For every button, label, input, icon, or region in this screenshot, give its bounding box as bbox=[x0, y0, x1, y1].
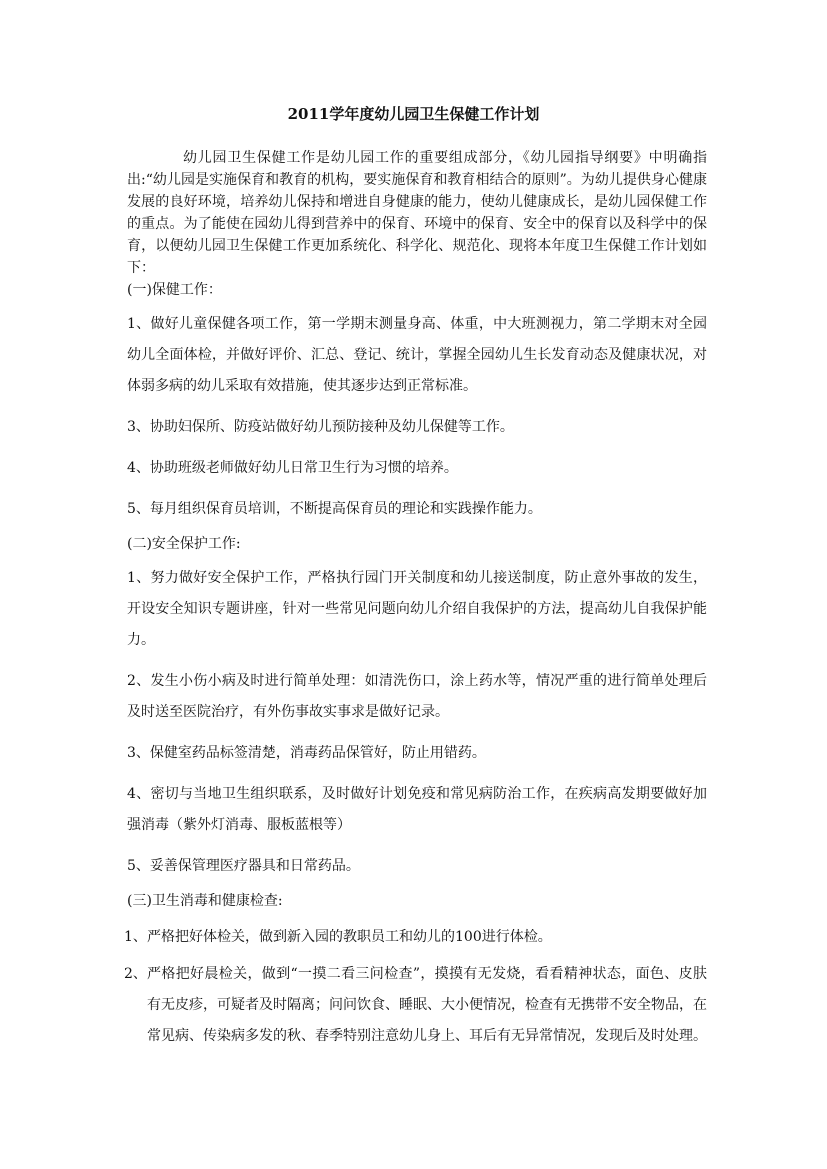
list-item-number: 2、 bbox=[124, 966, 147, 982]
section-hygiene-disinfection bbox=[124, 890, 707, 1052]
section-heading: (二)安全保护工作: bbox=[127, 536, 241, 552]
section-paragraph: 5、每月组织保育员培训，不断提高保育员的理论和实践操作能力。 bbox=[127, 501, 542, 517]
list-item bbox=[124, 922, 707, 953]
list-item-text: 严格把好体检关，做到新入园的教职员工和幼儿的100进行体检。 bbox=[147, 929, 552, 945]
section-paragraph: 1、努力做好安全保护工作，严格执行园门开关制度和幼儿接送制度，防止意外事故的发生，开设安全知识专题讲座，针对一些常见问题向幼儿介绍自我保护的方法，提高幼儿自我保护能力。 bbox=[127, 570, 707, 648]
list-item-text: 严格把好晨检关，做到“一摸二看三问检查”，摸摸有无发烧，看看精神状态，面色、皮肤有无皮疹，可疑者及时隔离；问问饮食、睡眠、大小便情况，检查有无携带不安全物品，在常见病、传染病多发的秋、春季特别注意幼儿身上、耳后有无异常情况，发现后及时处理。 bbox=[147, 966, 707, 1044]
section-paragraph: 3、协助妇保所、防疫站做好幼儿预防接种及幼儿保健等工作。 bbox=[127, 419, 514, 435]
numbered-list bbox=[124, 922, 707, 1052]
document-body bbox=[124, 147, 707, 1058]
section-heading: (三)卫生消毒和健康检查: bbox=[127, 893, 283, 909]
list-item bbox=[124, 959, 707, 1052]
section-health-care bbox=[127, 279, 707, 525]
section-paragraph: 5、妥善保管理医疗器具和日常药品。 bbox=[127, 858, 360, 874]
intro-paragraph: 幼儿园卫生保健工作是幼儿园工作的重要组成部分，《幼儿园指导纲要》中明确指出:“幼儿园是实施保育和教育的机构，要实施保育和教育相结合的原则”。为幼儿提供身心健康发展的良好环境，培养幼儿保持和增进自身健康的能力，使幼儿健康成长，是幼儿园保健工作的重点。为了能使在园幼儿得到营养中的保育、环境中的保育、安全中的保育以及科学中的保育，以便幼儿园卫生保健工作更加系统化、科学化、规范化、现将本年度卫生保健工作计划如下： bbox=[127, 150, 707, 276]
section-paragraph: 2、发生小伤小病及时进行简单处理：如清洗伤口，涂上药水等，情况严重的进行简单处理后及时送至医院治疗，有外伤事故实事求是做好记录。 bbox=[127, 673, 707, 720]
section-paragraph: 4、协助班级老师做好幼儿日常卫生行为习惯的培养。 bbox=[127, 460, 458, 476]
document-title: 2011学年度幼儿园卫生保健工作计划 bbox=[287, 105, 540, 123]
section-paragraph: 1、做好儿童保健各项工作，第一学期末测量身高、体重，中大班测视力，第二学期末对全园幼儿全面体检，并做好评价、汇总、登记、统计，掌握全园幼儿生长发育动态及健康状况，对体弱多病的幼儿采取有效措施，使其逐步达到正常标准。 bbox=[127, 316, 707, 394]
section-paragraph: 4、密切与当地卫生组织联系，及时做好计划免疫和常见病防治工作，在疾病高发期要做好加强消毒（紫外灯消毒、服板蓝根等） bbox=[127, 786, 707, 833]
section-paragraph: 3、保健室药品标签清楚，消毒药品保管好，防止用错药。 bbox=[127, 745, 486, 761]
section-safety-protection bbox=[127, 533, 707, 882]
section-heading: (一)保健工作： bbox=[127, 282, 222, 298]
list-item-number: 1、 bbox=[124, 929, 147, 945]
